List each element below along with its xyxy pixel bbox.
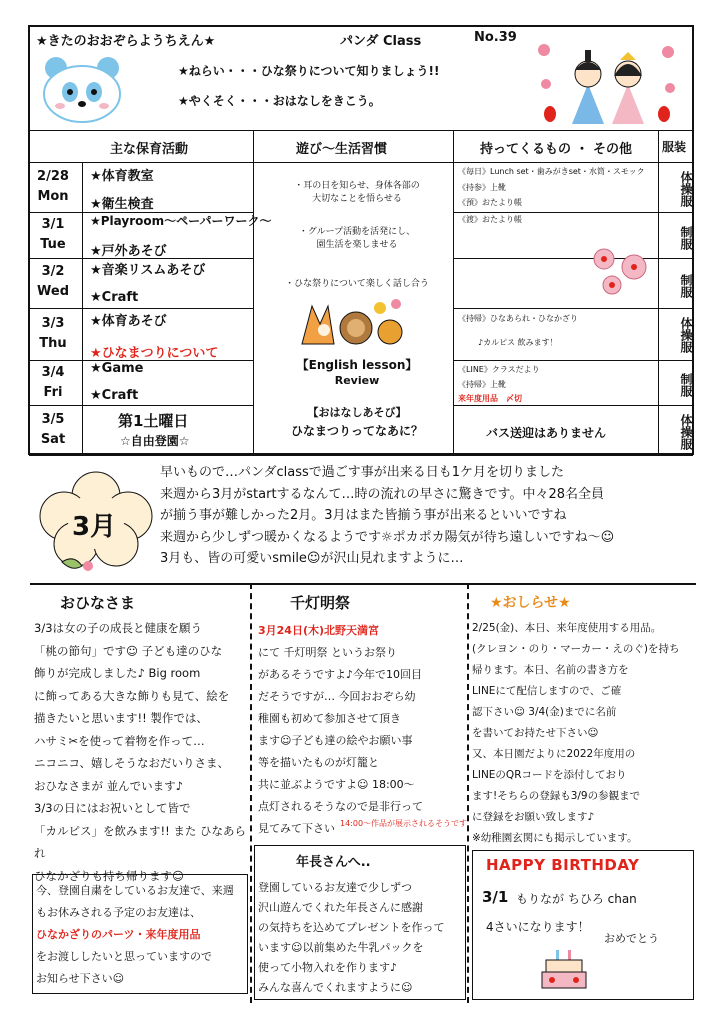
items-bring: 《持参》上靴 bbox=[458, 183, 506, 192]
play-goal-2: ・グループ活動を活発にし、 園生活を楽しませる bbox=[298, 227, 416, 250]
clothes-cell: 体操服 bbox=[679, 317, 693, 353]
activity-1: ★体育あそび bbox=[90, 314, 167, 329]
row-date: 2/28 Mon bbox=[37, 169, 69, 204]
header-activities: 主な保育活動 bbox=[110, 142, 189, 157]
play-goal-1: ・耳の日を知らせ、身体各部の 大切なことを悟らせる bbox=[294, 181, 420, 204]
row-date: 3/2 Wed bbox=[37, 264, 69, 299]
activity-1: ★音楽リスムあそび bbox=[90, 263, 206, 278]
lantern-text: 3月24日(木)北野天満宮 にて 千灯明祭 というお祭り があるそうですよ♪今年で10回目 だそうですが… 今回おおぞら幼 稚園も初めて参加させて頂き ます☺子ども達の絵やお願い事 等を描いたものが灯籠と 共に並ぶようですよ☺ 18:00～ 点灯されるそうなので是非行って 見てみて下さい bbox=[258, 624, 423, 835]
birthday-message: おめでとう bbox=[604, 932, 659, 945]
english-lesson-label: 【English lesson】 bbox=[296, 358, 418, 372]
items-take-home: 《持帰》ひなあられ・ひなかざり bbox=[458, 314, 578, 323]
elders-title: 年長さんへ.. bbox=[296, 855, 371, 870]
items-hand-over: 《渡》おたより帳 bbox=[458, 215, 522, 224]
sakura-flowers-icon bbox=[590, 245, 652, 295]
notice-text: 2/25(金)、本日、来年度使用する用品。 (クレヨン・のり・マーカー・えのぐ)を持ち 帰ります。本日、名前の書き方を LINEにて配信しますので、ご確 認下さい☺ 3/4(金)までに名前 を書いてお持たせ下さい☺ 又、本日園だよりに2022年度用の LINEのQRコードを添付しており ます!そちらの登録も3/9の参観まで に登録をお願い致します♪ ※幼稚園玄関にも掲示しています。 bbox=[472, 622, 680, 844]
table-top-line bbox=[29, 130, 693, 131]
school-name: ★きたのおおぞらようちえん★ bbox=[36, 34, 216, 49]
month-badge-text: 3月 bbox=[72, 512, 117, 542]
panda-icon bbox=[38, 56, 126, 124]
header-play: 遊び～生活習慣 bbox=[296, 142, 388, 157]
items-deadline: 来年度用品 〆切 bbox=[458, 394, 522, 403]
activity-2: ★ひなまつりについて bbox=[90, 346, 219, 361]
aim-text: ★ねらい・・・ひな祭りについて知りましょう!! bbox=[178, 64, 440, 78]
birthday-title: HAPPY BIRTHDAY bbox=[486, 856, 640, 874]
english-review: Review bbox=[334, 374, 380, 387]
items-daily: 《毎日》Lunch set・歯みがきset・水筒・スモック bbox=[458, 167, 645, 176]
birthday-name: もりなが ちひろ chan bbox=[516, 892, 637, 906]
class-name: パンダ Class bbox=[340, 34, 422, 49]
issue-number: No.39 bbox=[474, 30, 517, 45]
promise-text: ★やくそく・・・おはなしをきこう。 bbox=[178, 94, 381, 108]
activity-2: ★戸外あそび bbox=[90, 244, 167, 259]
activity-2: ★衛生検査 bbox=[90, 197, 154, 212]
lantern-note: 14:00～作品が展示されるそうです bbox=[340, 819, 468, 828]
items-line: 《LINE》クラスだより bbox=[458, 365, 540, 374]
clothes-cell: 制服 bbox=[679, 274, 693, 298]
activity-1: ★Playroom～ペーパーワーク～ bbox=[90, 214, 272, 228]
hina-title: おひなさま bbox=[60, 594, 136, 612]
row-date: 3/1 Tue bbox=[40, 217, 66, 252]
hina-notice-text: 今、登園自粛をしているお友達で、来週 もお休みされる予定のお友達は、 ひなかざりのパーツ・来年度用品 をお渡ししたいと思っていますので お知らせ下さい☺ bbox=[36, 884, 234, 985]
clothes-cell: 制服 bbox=[679, 226, 693, 250]
hina-text: 3/3は女の子の成長と健康を願う 「桃の節句」です☺ 子ども達のひな 飾りが完成しました♪ Big room に飾ってある大きな飾りも見て、絵を 描きたいと思います!! 製作では、 ハサミ✂を使って着物を作って… ニコニコ、嬉しそうなおだいりさま、 おひなさまが 並んでいます♪ 3/3の日にはお祝いとして皆で 「カルピス」を飲みます!! また ひなあられ ひなかざりも持ち帰ります☺ bbox=[34, 621, 247, 883]
elders-text: 登園しているお友達で少しずつ 沢山遊んでくれた年長さんに感謝 の気持ちを込めてプレゼントを作って います☺以前集めた牛乳パックを 使って小物入れを作ります♪ みんな喜んでくれますように☺ bbox=[258, 881, 445, 994]
table-header-line bbox=[29, 162, 693, 163]
story-title: ひなまつりってなあに？ bbox=[290, 424, 423, 438]
items-deposit: 《預》おたより帳 bbox=[458, 198, 522, 207]
birthday-age: 4さいになります！ bbox=[486, 920, 590, 934]
saturday-title: 第1土曜日 bbox=[118, 412, 189, 430]
play-goal-3: ・ひな祭りについて楽しく話し合う bbox=[285, 279, 429, 289]
row-date: 3/4 Fri bbox=[41, 365, 65, 400]
month-message: 早いもので…パンダclassで過ごす事が出来る日も1ケ月を切りました 来週から3月がstartするなんて…時の流れの早さに驚きです。中々28名全員 が揃う事が難しかった2月。3月はまた皆揃う事が出来るといいですね 来週から少しずつ暖かくなるようです☼ポカポカ陽気が待ち遠しいですね～☺ 3月も、皆の可愛いsmile☺が沢山見れますように… bbox=[160, 465, 615, 566]
activity-2: ★Craft bbox=[90, 290, 139, 305]
activity-1: ★体育教室 bbox=[90, 169, 154, 184]
header-items: 持ってくるもの ・ その他 bbox=[480, 142, 633, 157]
lantern-title: 千灯明祭 bbox=[290, 594, 351, 612]
clothes-cell: 体操服 bbox=[679, 414, 693, 450]
animal-band-icon bbox=[296, 296, 408, 348]
birthday-date: 3/1 bbox=[482, 888, 509, 906]
calpis-note: ♪カルピス 飲みます！ bbox=[478, 338, 558, 347]
activity-1: ★Game bbox=[90, 361, 144, 376]
clothes-cell: 体操服 bbox=[679, 171, 693, 207]
hina-dolls-icon bbox=[532, 36, 682, 126]
row-date: 3/5 Sat bbox=[40, 412, 66, 447]
birthday-cake-icon bbox=[538, 948, 590, 992]
story-label: 【おはなしあそび】 bbox=[307, 406, 407, 419]
header-clothes: 服装 bbox=[662, 140, 687, 154]
no-bus-notice: バス送迎はありません bbox=[486, 426, 607, 440]
items-shoes: 《持帰》上靴 bbox=[458, 380, 506, 389]
row-date: 3/3 Thu bbox=[39, 316, 67, 351]
notice-title: ★おしらせ★ bbox=[490, 595, 571, 611]
clothes-cell: 制服 bbox=[679, 373, 693, 397]
activity-2: ★Craft bbox=[90, 388, 139, 403]
saturday-subtitle: ☆自由登園☆ bbox=[120, 434, 190, 448]
